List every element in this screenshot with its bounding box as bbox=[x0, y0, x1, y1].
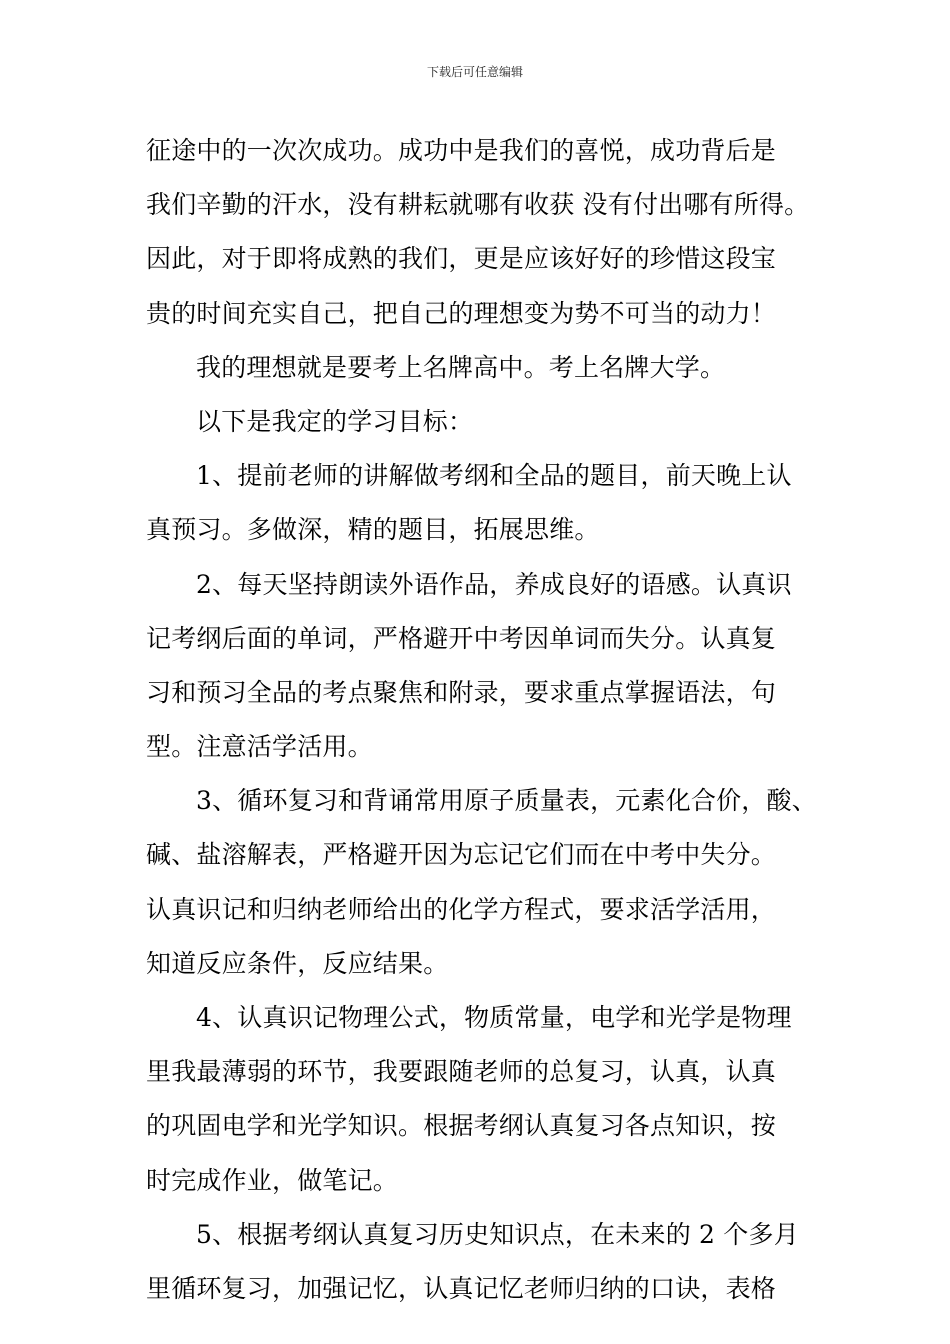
text-line: 4、认真识记物理公式，物质常量，电学和光学是物理 bbox=[196, 1003, 792, 1032]
text-line: 1、提前老师的讲解做考纲和全品的题目，前天晚上认 bbox=[196, 461, 792, 491]
text-line: 2、每天坚持朗读外语作品，养成良好的语感。认真识 bbox=[196, 569, 792, 599]
page-header: 下载后可任意编辑 bbox=[426, 65, 523, 79]
text-line: 碱、盐溶解表，严格避开因为忘记它们而在中考中失分。 bbox=[146, 840, 777, 870]
text-line: 我的理想就是要考上名牌高中。考上名牌大学。 bbox=[196, 352, 726, 382]
text-line: 征途中的一次次成功。成功中是我们的喜悦，成功背后是 bbox=[146, 136, 777, 165]
text-line: 的巩固电学和光学知识。根据考纲认真复习各点知识，按 bbox=[146, 1111, 777, 1141]
text-line: 我们辛勤的汗水，没有耕耘就哪有收获 没有付出哪有所得。 bbox=[146, 190, 810, 220]
text-line: 以下是我定的学习目标： bbox=[196, 406, 474, 436]
text-line: 5、根据考纲认真复习历史知识点，在未来的 2 个多月 bbox=[196, 1219, 799, 1249]
text-line: 型。注意活学活用。 bbox=[146, 732, 373, 762]
text-line: 记考纲后面的单词，严格避开中考因单词而失分。认真复 bbox=[146, 623, 777, 653]
text-line: 真预习。多做深，精的题目，拓展思维。 bbox=[146, 515, 600, 545]
text-line: 里我最薄弱的环节，我要跟随老师的总复习，认真，认真 bbox=[146, 1057, 777, 1087]
text-line: 因此，对于即将成熟的我们，更是应该好好的珍惜这段宝 bbox=[146, 244, 777, 274]
text-line: 认真识记和归纳老师给出的化学方程式，要求活学活用， bbox=[146, 894, 777, 924]
text-line: 时完成作业，做笔记。 bbox=[146, 1165, 399, 1195]
text-line: 知道反应条件，反应结果。 bbox=[146, 948, 449, 978]
text-line: 里循环复习，加强记忆，认真记忆老师归纳的口诀，表格 bbox=[146, 1273, 777, 1303]
text-line: 贵的时间充实自己，把自己的理想变为势不可当的动力！ bbox=[146, 298, 777, 328]
text-line: 习和预习全品的考点聚焦和附录，要求重点掌握语法，句 bbox=[146, 677, 777, 707]
document-body bbox=[146, 124, 846, 1316]
text-line: 3、循环复习和背诵常用原子质量表，元素化合价，酸、 bbox=[196, 786, 817, 816]
